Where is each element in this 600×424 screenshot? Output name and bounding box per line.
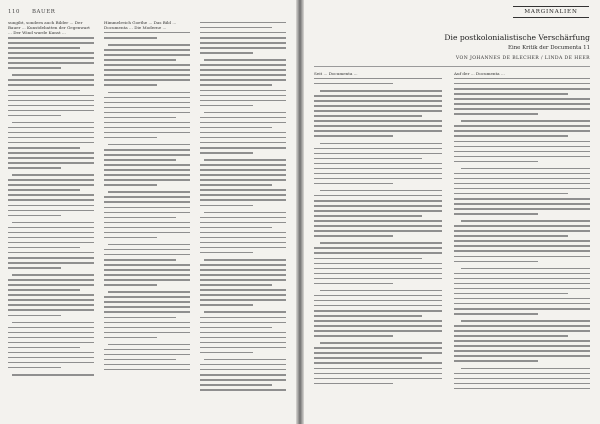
text-line <box>200 103 286 108</box>
text-line <box>104 135 190 140</box>
text-line <box>314 233 442 238</box>
text-line <box>454 386 590 391</box>
text-line <box>104 335 190 340</box>
right-column-2-text-lines <box>454 76 590 391</box>
section-header: MARGINALIEN <box>513 6 589 18</box>
text-line <box>454 159 590 164</box>
right-column-1-text-lines <box>314 76 442 388</box>
title-divider <box>314 66 590 67</box>
left-page <box>0 0 296 424</box>
article-byline: VON JOHANNES DE BLECHER / LINDA DE HEER <box>455 56 590 61</box>
text-line <box>200 150 286 155</box>
text-line <box>200 387 286 392</box>
text-line <box>8 213 94 218</box>
left-column-2 <box>104 20 190 418</box>
right-column-1 <box>314 71 442 418</box>
text-line <box>8 113 94 118</box>
paragraph-gap <box>314 386 442 388</box>
text-line <box>200 350 286 355</box>
right-page <box>304 0 600 424</box>
article-title: Die postkolonialistische Verschärfung <box>444 33 590 42</box>
text-line <box>104 235 190 240</box>
text-line <box>200 203 286 208</box>
article-subtitle: Eine Kritik der Documenta 11 <box>508 45 590 51</box>
text-line <box>314 134 442 139</box>
left-column-3 <box>200 20 286 418</box>
page-number: 110 <box>8 9 21 15</box>
left-column-2-text-lines <box>104 30 190 372</box>
text-line <box>8 313 94 318</box>
left-column-1 <box>8 20 94 418</box>
left-column-1-text: sungibt, sondern auch Bilder ... Der Bauer ... Kunstdebatten der Gegenwart ... Der Wind wurde Kunst ... <box>8 20 90 36</box>
text-line <box>200 303 286 308</box>
text-line <box>314 381 442 386</box>
text-line <box>314 181 442 186</box>
text-line <box>454 111 590 116</box>
text-line <box>8 372 94 377</box>
book-gutter <box>296 0 304 424</box>
text-line <box>200 250 286 255</box>
right-column-2 <box>454 71 590 418</box>
text-line <box>104 182 190 187</box>
text-line <box>454 211 590 216</box>
text-line <box>8 265 94 270</box>
text-line <box>104 282 190 287</box>
text-line <box>8 165 94 170</box>
text-line <box>454 259 590 264</box>
text-line <box>314 281 442 286</box>
text-line <box>8 365 94 370</box>
right-column-1-text: Seit ... Documenta ... <box>314 71 358 76</box>
text-line <box>314 333 442 338</box>
left-column-3-text-lines <box>200 20 286 392</box>
running-head: BAUER <box>32 9 56 15</box>
text-line <box>104 83 190 88</box>
left-column-2-text: Himmelreich Goethe ... Das Bild ... Documenta ... Die Moderne ... <box>104 20 177 31</box>
text-line <box>104 367 190 372</box>
text-line <box>104 35 190 40</box>
text-line <box>454 311 590 316</box>
text-line <box>200 50 286 55</box>
left-column-1-text-lines <box>8 35 94 377</box>
right-column-2-text: Auf der ... Documenta ... <box>454 71 505 76</box>
text-line <box>314 81 442 86</box>
text-line <box>8 65 94 70</box>
text-line <box>454 359 590 364</box>
